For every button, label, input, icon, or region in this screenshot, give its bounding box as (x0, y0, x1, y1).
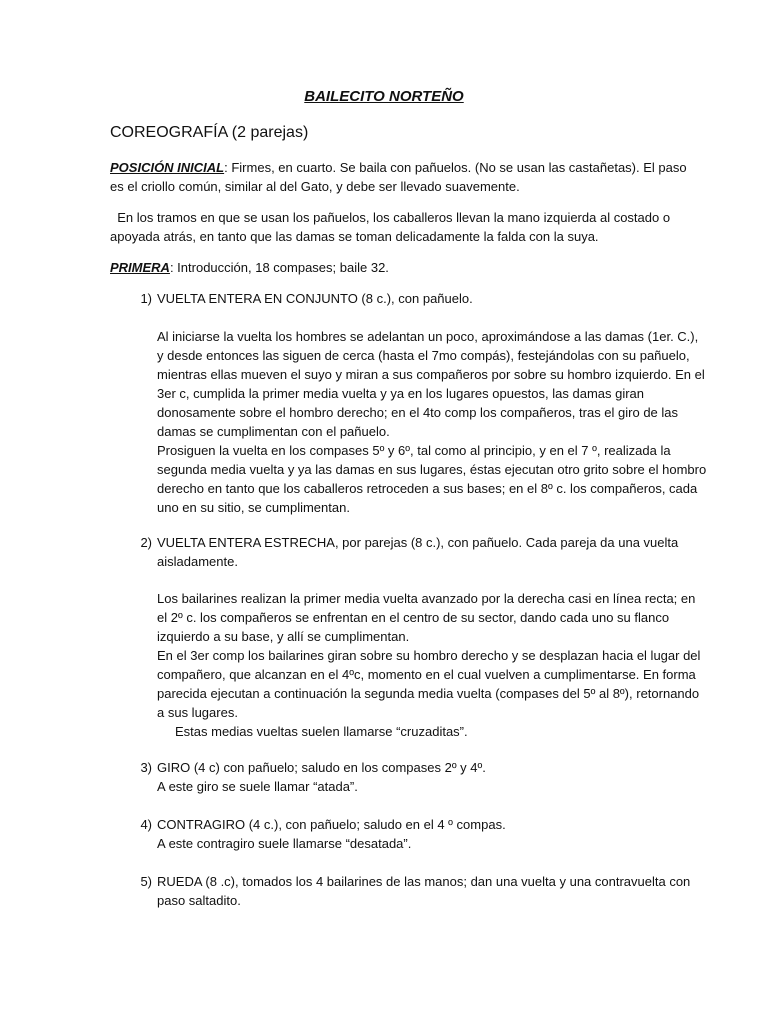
list-number: 5) (140, 874, 152, 889)
list-number: 1) (140, 291, 152, 306)
list-number: 3) (140, 760, 152, 775)
item-1-body (157, 327, 707, 517)
item-4-heading: CONTRAGIRO (4 c.), con pañuelo; saludo en el 4 º compas. (157, 817, 506, 832)
item-3-note: A este giro se suele llamar “atada”. (157, 779, 358, 794)
document-title: BAILECITO NORTEÑO (304, 88, 464, 105)
tramos-paragraph: En los tramos en que se usan los pañuelos, los caballeros llevan la mano izquierda al costado o apoyada atrás, en tanto que las damas se toman delicadamente la falda con la suya. (110, 210, 674, 244)
item-3-heading: GIRO (4 c) con pañuelo; saludo en los compases 2º y 4º. (157, 760, 486, 775)
list-heading: RUEDA (8 .c), tomados los 4 bailarines de las manos; dan una vuelta y una contravuelta con paso saltadito. (157, 874, 691, 908)
item-1-paragraph-1: Al iniciarse la vuelta los hombres se adelantan un poco, aproximándose a las damas (1er. C.), y desde entonces las siguen de cerca (hasta el 7mo compás), festejándolas con su pañuelo, mientras ellas mueven el suyo y miran a sus compañeros por sobre su hombro izquierdo. En el 3er c, cumplida la primer media vuelta y ya en los lugares opuestos, las damas giran donosamente sobre el hombro derecho; en el 4to comp los compañeros, tras el giro de las damas se cumplimentan con el pañuelo. (157, 329, 705, 439)
list-heading: VUELTA ENTERA ESTRECHA, por parejas (8 c.), con pañuelo. Cada pareja da una vuelta aisladamente. (157, 535, 679, 569)
item-1-paragraph-2: Prosiguen la vuelta en los compases 5º y 6º, tal como al principio, y en el 7 º, realizada la segunda media vuelta y ya las damas en sus lugares, éstas ejecutan otro grito sobre el hombro derecho en tanto que los caballeros retroceden a sus bases; en el 8º c. los compañeros, cada uno en su sitio, se cumplimentan. (157, 443, 707, 515)
posicion-inicial-text: : Firmes, en cuarto. Se baila con pañuelos. (No se usan las castañetas). El paso es el criollo común, similar al del Gato, y debe ser llevado suavemente. (110, 160, 687, 194)
list-heading (157, 758, 707, 796)
item-2-paragraph-1: Los bailarines realizan la primer media vuelta avanzado por la derecha casi en línea recta; en el 2º c. los compañeros se enfrentan en el centro de su sector, dando cada uno su flanco izquierdo a su base, y allí se cumplimentan. (157, 591, 696, 644)
list-number: 2) (140, 535, 152, 550)
item-2-paragraph-3: Estas medias vueltas suelen llamarse “cruzaditas”. (175, 724, 468, 739)
posicion-inicial-label: POSICIÓN INICIAL (110, 160, 225, 175)
primera-paragraph (110, 258, 700, 277)
primera-label: PRIMERA (110, 260, 170, 275)
primera-text: : Introducción, 18 compases; baile 32. (169, 260, 389, 275)
section-subtitle: COREOGRAFÍA (2 parejas) (110, 124, 309, 141)
item-2-paragraph-2: En el 3er comp los bailarines giran sobre su hombro derecho y se desplazan hacia el lugar del compañero, que alcanzan en el 4ºc, momento en el cual vuelven a cumplimentarse. En forma parecida ejecutan a continuación la segunda media vuelta (compases del 5º al 8º), retornando a sus lugares. (157, 648, 701, 720)
posicion-inicial-paragraph (110, 158, 700, 196)
list-heading: VUELTA ENTERA EN CONJUNTO (8 c.), con pañuelo. (157, 291, 473, 306)
list-number: 4) (140, 817, 152, 832)
list-heading (157, 815, 707, 853)
item-4-note: A este contragiro suele llamarse “desatada”. (157, 836, 412, 851)
item-2-body (157, 589, 707, 741)
